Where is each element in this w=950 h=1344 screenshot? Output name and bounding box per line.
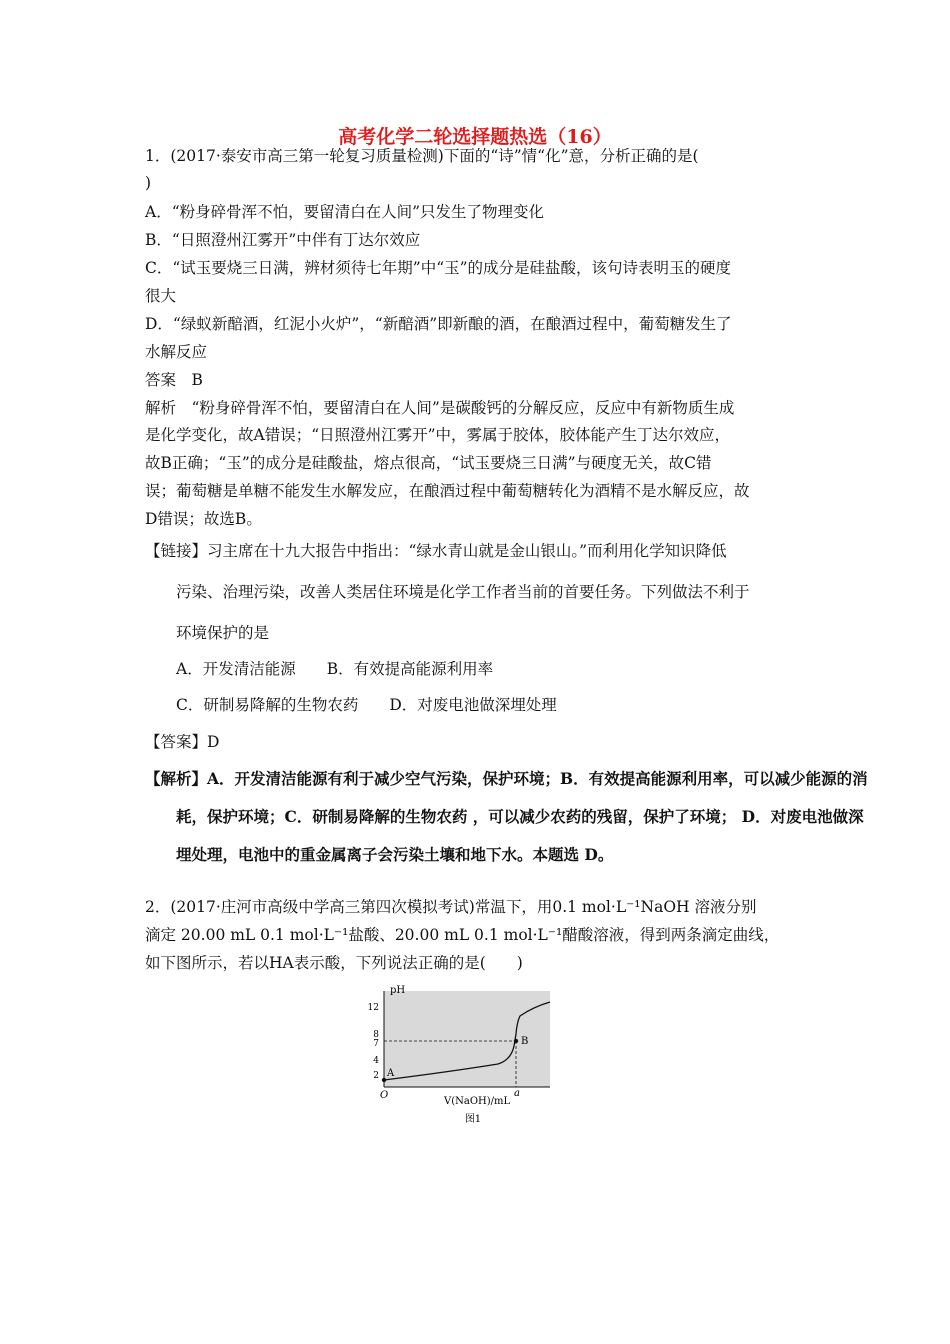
page-title: 高考化学二轮选择题热选（16） [338, 126, 612, 148]
q1-explanation-4: 误；葡萄糖是单糖不能发生水解发应，在酿酒过程中葡萄糖转化为酒精不是水解反应，故 [145, 482, 750, 500]
q1-explanation-1: 解析 “粉身碎骨浑不怕，要留清白在人间”是碳酸钙的分解反应，反应中有新物质生成 [145, 399, 735, 417]
titration-figure [367, 982, 568, 1132]
q1-stem: 1．(2017·泰安市高三第一轮复习质量检测)下面的“诗”情“化”意，分析正确的是( [145, 147, 699, 165]
q2-stem-cont: 滴定 20.00 mL 0.1 mol·L⁻¹盐酸、20.00 mL 0.1 mol·L⁻¹醋酸溶液，得到两条滴定曲线， [145, 926, 780, 944]
point-b-label: B [521, 1036, 529, 1047]
figure-caption: 图1 [464, 1114, 482, 1125]
link-intro-cont: 污染、治理污染，改善人类居住环境是化学工作者当前的首要任务。下列做法不利于 [176, 583, 750, 601]
y-tick-8: 8 [373, 1030, 379, 1040]
q1-option-d: D．“绿蚁新醅酒，红泥小火炉”，“新醅酒”即新酿的酒，在酿酒过程中，葡萄糖发生了 [145, 315, 732, 333]
link-explanation-1: 【解析】A．开发清洁能源有利于减少空气污染，保护环境；B．有效提高能源利用率，可以减少能源的消 [145, 769, 868, 788]
point-a-label: A [387, 1068, 395, 1079]
q2-stem: 2．(2017·庄河市高级中学高三第四次模拟考试)常温下，用0.1 mol·L⁻¹NaOH 溶液分别 [145, 898, 757, 916]
q1-option-c: C．“试玉要烧三日满，辨材须待七年期”中“玉”的成分是硅盐酸，该句诗表明玉的硬度 [145, 259, 732, 277]
q1-option-b: B．“日照澄州江雾开”中伴有丁达尔效应 [145, 231, 421, 249]
q1-explanation-3: 故B正确；“玉”的成分是硅酸盐，熔点很高，“试玉要烧三日满”与硬度无关，故C错 [145, 454, 712, 472]
q1-stem-cont: ) [145, 174, 152, 192]
q1-option-c-cont: 很大 [145, 287, 177, 305]
q1-answer: 答案 B [145, 371, 203, 389]
x-tick-a: a [514, 1088, 520, 1099]
q1-explanation-2: 是化学变化，故A错误；“日照澄州江雾开”中，雾属于胶体，胶体能产生丁达尔效应， [145, 426, 731, 444]
link-intro: 【链接】习主席在十九大报告中指出：“绿水青山就是金山银山。”而利用化学知识降低 [145, 542, 727, 560]
link-options-cd: C．研制易降解的生物农药 D．对废电池做深埋处理 [176, 696, 557, 714]
y-tick-2: 2 [373, 1071, 379, 1081]
q1-option-a: A．“粉身碎骨浑不怕，要留清白在人间”只发生了物理变化 [145, 203, 545, 221]
link-explanation-2: 耗，保护环境；C．研制易降解的生物农药 ，可以减少农药的残留，保护了环境； D．对废电池做深 [176, 807, 864, 826]
origin-label: O [380, 1090, 389, 1101]
y-tick-7: 7 [373, 1039, 379, 1049]
q1-option-d-cont: 水解反应 [145, 343, 208, 361]
link-options-ab: A．开发清洁能源 B．有效提高能源利用率 [176, 660, 494, 678]
point-a-marker [382, 1078, 386, 1082]
y-tick-12: 12 [367, 1003, 379, 1013]
link-explanation-3: 埋处理，电池中的重金属离子会污染土壤和地下水。本题选 D。 [176, 845, 614, 864]
x-axis-label: V(NaOH)/mL [444, 1096, 511, 1107]
y-axis-label: pH [390, 985, 406, 996]
point-b-marker [514, 1039, 518, 1043]
link-intro-end: 环境保护的是 [176, 624, 270, 642]
link-answer: 【答案】D [145, 733, 220, 751]
q2-stem-end: 如下图所示，若以HA表示酸，下列说法正确的是( ) [145, 954, 523, 972]
y-tick-4: 4 [373, 1056, 379, 1066]
q1-explanation-5: D错误；故选B。 [145, 510, 262, 528]
